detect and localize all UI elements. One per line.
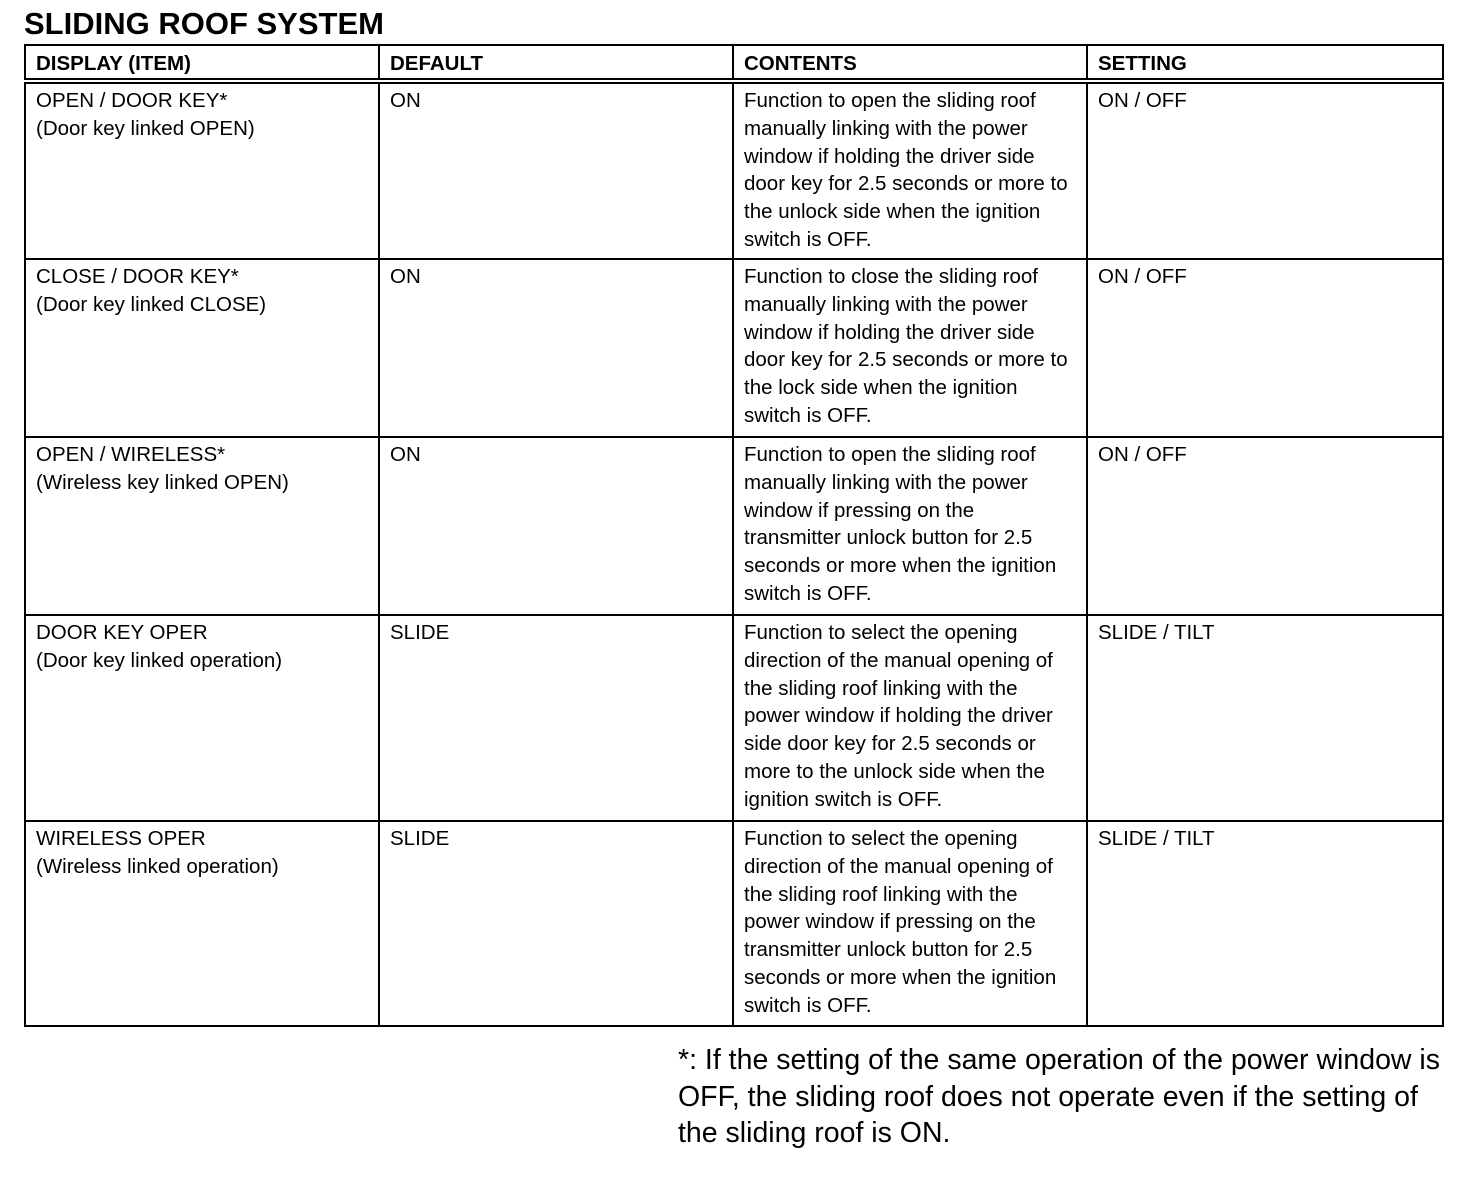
contents-cell: Function to select the opening direction of the manual opening of the sliding roof linking with the power window if holding the driver side door key for 2.5 seconds or more to the unlock side when the ignition switch is OFF.	[733, 615, 1087, 821]
item-cell	[25, 615, 379, 821]
default-cell: ON	[379, 259, 733, 437]
item-description: (Wireless key linked OPEN)	[36, 470, 289, 494]
header-contents: CONTENTS	[733, 45, 1087, 81]
table-row	[25, 821, 1443, 1026]
item-description: (Door key linked operation)	[36, 648, 283, 672]
item-description: (Door key linked OPEN)	[36, 116, 255, 140]
setting-cell: SLIDE / TILT	[1087, 615, 1443, 821]
contents-cell: Function to select the opening direction of the manual opening of the sliding roof linking with the power window if pressing on the transmitter unlock button for 2.5 seconds or more when the ignition switch is OFF.	[733, 821, 1087, 1026]
settings-table	[24, 44, 1444, 1027]
table-row	[25, 81, 1443, 259]
setting-cell: ON / OFF	[1087, 81, 1443, 259]
default-cell: ON	[379, 437, 733, 615]
default-cell: SLIDE	[379, 821, 733, 1026]
item-cell	[25, 81, 379, 259]
table-header-row	[25, 45, 1443, 81]
item-description: (Door key linked CLOSE)	[36, 292, 267, 316]
setting-cell: SLIDE / TILT	[1087, 821, 1443, 1026]
default-cell: ON	[379, 81, 733, 259]
footnote: *: If the setting of the same operation of the power window is OFF, the sliding roof does not operate even if the setting of the sliding roof is ON.	[678, 1044, 1441, 1149]
contents-cell: Function to open the sliding roof manually linking with the power window if holding the driver side door key for 2.5 seconds or more to the unlock side when the ignition switch is OFF.	[733, 81, 1087, 259]
item-description: (Wireless linked operation)	[36, 854, 279, 878]
table-row	[25, 259, 1443, 437]
item-name: CLOSE / DOOR KEY*	[36, 265, 239, 288]
item-name: WIRELESS OPER	[36, 827, 206, 850]
setting-cell: ON / OFF	[1087, 437, 1443, 615]
item-cell	[25, 437, 379, 615]
header-setting: SETTING	[1087, 45, 1443, 81]
table-row	[25, 615, 1443, 821]
contents-cell: Function to open the sliding roof manually linking with the power window if pressing on the transmitter unlock button for 2.5 seconds or more when the ignition switch is OFF.	[733, 437, 1087, 615]
page-title: SLIDING ROOF SYSTEM	[24, 6, 384, 41]
item-name: OPEN / WIRELESS*	[36, 443, 226, 466]
setting-cell: ON / OFF	[1087, 259, 1443, 437]
header-display-item: DISPLAY (ITEM)	[25, 45, 379, 81]
table-row	[25, 437, 1443, 615]
item-cell	[25, 821, 379, 1026]
item-cell	[25, 259, 379, 437]
default-cell: SLIDE	[379, 615, 733, 821]
header-default: DEFAULT	[379, 45, 733, 81]
item-name: DOOR KEY OPER	[36, 621, 208, 644]
contents-cell: Function to close the sliding roof manually linking with the power window if holding the driver side door key for 2.5 seconds or more to the lock side when the ignition switch is OFF.	[733, 259, 1087, 437]
item-name: OPEN / DOOR KEY*	[36, 89, 228, 112]
